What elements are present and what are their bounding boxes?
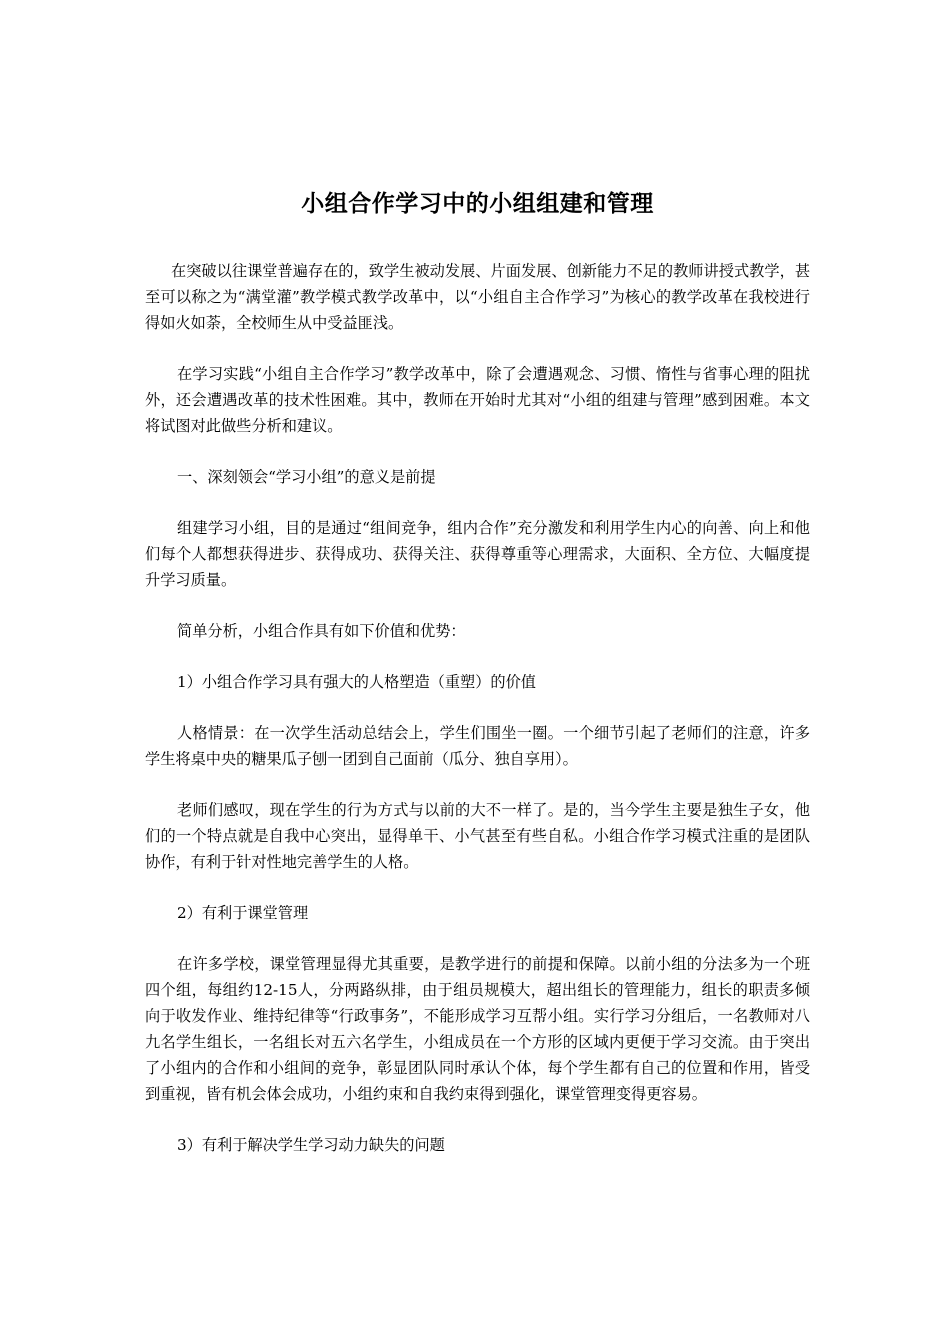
section-heading-1: 一、深刻领会“学习小组”的意义是前提 (177, 468, 436, 486)
paragraph-teachers-comment: 老师们感叹，现在学生的行为方式与以前的大不一样了。是的，当今学生主要是独生子女，他们的一个特点就是自我中心突出，显得单干、小气甚至有些自私。小组合作学习模式注重的是团队协作，有利于针对性地完善学生的人格。 (145, 801, 810, 871)
subheading-2: 2）有利于课堂管理 (177, 904, 309, 922)
paragraph-analysis-intro: 简单分析，小组合作具有如下价值和优势： (177, 622, 466, 640)
paragraph-classroom-management: 在许多学校，课堂管理显得尤其重要，是教学进行的前提和保障。以前小组的分法多为一个班四个组，每组约12-15人，分两路纵排，由于组员规模大，超出组长的管理能力，组长的职责多倾向于收发作业、维持纪律等“行政事务”，不能形成学习互帮小组。实行学习分组后，一名教师对八九名学生组长，一名组长对五六名学生，小组成员在一个方形的区域内更便于学习交流。由于突出了小组内的合作和小组间的竞争，彰显团队同时承认个体，每个学生都有自己的位置和作用，皆受到重视，皆有机会体会成功，小组约束和自我约束得到强化，课堂管理变得更容易。 (145, 955, 810, 1103)
document-body (145, 188, 810, 1183)
subheading-1: 1）小组合作学习具有强大的人格塑造（重塑）的价值 (177, 673, 536, 691)
paragraph-difficulty: 在学习实践“小组自主合作学习”教学改革中，除了会遭遇观念、习惯、惰性与省事心理的阻扰外，还会遭遇改革的技术性困难。其中，教师在开始时尤其对“小组的组建与管理”感到困难。本文将试图对此做些分析和建议。 (145, 365, 810, 435)
paragraph-purpose: 组建学习小组，目的是通过“组间竞争，组内合作”充分激发和利用学生内心的向善、向上和他们每个人都想获得进步、获得成功、获得关注、获得尊重等心理需求，大面积、全方位、大幅度提升学习质量。 (145, 519, 810, 589)
subheading-3: 3）有利于解决学生学习动力缺失的问题 (177, 1136, 445, 1154)
paragraph-intro: 在突破以往课堂普遍存在的，致学生被动发展、片面发展、创新能力不足的教师讲授式教学，甚至可以称之为“满堂灌”教学模式教学改革中，以“小组自主合作学习”为核心的教学改革在我校进行得如火如荼，全校师生从中受益匪浅。 (145, 262, 810, 332)
paragraph-scenario: 人格情景：在一次学生活动总结会上，学生们围坐一圈。一个细节引起了老师们的注意，许多学生将桌中央的糖果瓜子刨一团到自己面前（瓜分、独自享用）。 (145, 724, 810, 768)
document-title: 小组合作学习中的小组组建和管理 (301, 191, 654, 217)
